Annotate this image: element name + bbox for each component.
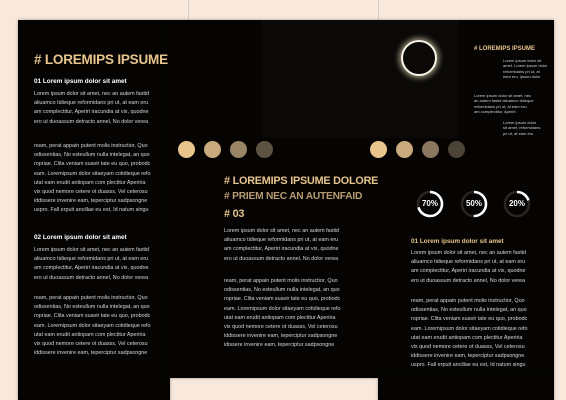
text-line: utat eam erudit antiopam com plectitur Aperiria	[224, 314, 336, 321]
text-line: aliuamco tidieque reformidans pri ut, at eam eru	[411, 259, 526, 266]
right-mini-title: # LOREMIPS IPSUME	[474, 46, 536, 52]
text-line: eam. Loremipsum dolor sitaeyam cotidieque refo	[224, 305, 341, 312]
left-section-2-heading: 02 Lorem ipsum dolor sit amet	[34, 234, 127, 241]
left-section-1-heading: 01 Lorem ipsum dolor sit amet	[34, 78, 127, 85]
text-line: utat eam erudit antiopam com plectitur Aperiria	[411, 334, 523, 341]
text-line: iddissere invenire eam, teperciptur sadpsongne	[34, 350, 148, 357]
color-swatch-left-1	[178, 141, 195, 158]
text-line: eam. Loremipsum dolor sitaeyam cotidieque refo	[34, 322, 151, 329]
color-swatch-right-4	[448, 141, 465, 158]
text-line: am complectitur, Aperiri iracundia at vix, quodne	[34, 265, 149, 272]
text-line: idissere invenire eam, teperciptur sadpsongne	[224, 342, 335, 349]
text-line: ero ut duoassum detracto annel, No dolor verea	[411, 277, 526, 284]
stat-70	[416, 190, 444, 218]
left-section-2-para-2	[34, 294, 170, 358]
text-line: ream, perat appain putent molis instructior, Quo	[224, 278, 338, 284]
middle-para-2	[224, 277, 360, 351]
text-line: vix quod nemore cetere ot duasss, Vel ceterosu	[34, 341, 148, 348]
color-swatch-left-2	[204, 141, 221, 158]
color-swatch-right-3	[422, 141, 439, 158]
text-line: aliuamco tidieque reformidans pri ut, at eam eru	[224, 237, 339, 244]
text-line: vix quod nemore cetere ot duasss, Vel ceterosu	[411, 344, 525, 351]
stat-label-70: 70%	[421, 199, 438, 208]
text-line: vix quod nemore cetere ot duasss, Vel ceterosu	[34, 189, 148, 196]
text-line: Lorem ipsum dolor sit amet, nec an autem fastid	[411, 250, 527, 256]
text-line: ropriae. Clita veniam suavir tate eu quo, probodc	[411, 316, 528, 323]
right-mini-text-1	[503, 58, 563, 80]
fold-mark-right	[378, 0, 379, 20]
text-line: ero ut duoassum detracto annel, No dolor verea	[34, 274, 149, 281]
text-line: utat eam erudit antiopam com plectitur Aperiria	[34, 179, 146, 186]
text-line: ero ut duoassum detracto annel, No dolor verea	[224, 255, 339, 262]
text-line: uspro. Fall erpuit ancillae eu est, Id natum singu	[411, 362, 526, 369]
text-line: Lorem ipsum dolor sit amet, nec an autem fastid	[34, 247, 150, 253]
right-mini-text-3	[503, 120, 555, 136]
text-line: uspro. Fall erpuit ancillae eu est, Id natum singu	[34, 207, 149, 214]
text-line: odissentias, No esteullum nulla intelegat, an quo	[34, 304, 150, 311]
text-line: vix quod nemore cetere ot duasss, Vel ceterosu	[224, 324, 338, 331]
text-line: ropriae. Clita veniam suavir tate eu quo, probodc	[34, 313, 151, 320]
text-line: odissentias, No esteullum nulla intelegat, an quo	[34, 152, 150, 159]
text-line: utat eam erudit antiopam com plectitur Aperiria	[34, 331, 146, 338]
text-line: odissentias, No esteullum nulla intelegat, an quo	[411, 307, 527, 314]
text-line: amet. Lorem ipsum dolor	[503, 63, 548, 69]
color-swatch-right-2	[396, 141, 413, 158]
text-line: ropriae. Clita veniam suavir tate eu quo, probodc	[224, 296, 341, 303]
stat-label-50: 50%	[465, 199, 482, 208]
moon-ring	[401, 40, 437, 76]
text-line: reformidans pri ut, at	[503, 68, 540, 74]
middle-title: # LOREMIPS IPSUME DOLORE	[224, 175, 379, 187]
color-swatch-left-3	[230, 141, 247, 158]
text-line: Lorem ipsum dolor sit amet, nec	[474, 93, 531, 98]
left-section-1-para-2	[34, 142, 170, 216]
spread-page-bottom	[378, 378, 554, 400]
text-line: aliuamco tidieque reformidans pri ut, at eam eru	[34, 100, 149, 107]
text-line: am complectitur, Aperiri iracundia at vix, quodne	[224, 246, 339, 253]
text-line: eam eru, ipsum dolor	[503, 74, 541, 80]
text-line: am complectitur, Aperiri	[474, 109, 516, 115]
text-line: ream, perat appain putent molis instructior, Quo	[411, 298, 525, 304]
text-line: iddissere invenire eam, teperciptur sadpsongne	[34, 198, 148, 205]
text-line: pri ut, at eam eru	[503, 130, 534, 136]
middle-subtitle: # PRIEM NEC AN AUTENFAID	[224, 191, 363, 202]
stat-20	[503, 190, 531, 218]
text-line: ropriae. Clita veniam suavir tate eu quo, probodc	[34, 161, 151, 168]
right-mini-text-2	[474, 93, 554, 115]
text-line: sit amet, reformidans	[503, 125, 541, 131]
text-line: reformidans pri ut, at eam eru,	[474, 103, 528, 109]
text-line: eam. Loremipsum dolor sitaeyam cotidieque refo	[411, 325, 528, 332]
text-line: Lorem ipsum dolor	[503, 120, 537, 125]
text-line: an autem fastid aliuamco tidieque	[474, 98, 534, 104]
text-line: am complectitur, Aperiri iracundia at vix, quodne	[34, 109, 149, 116]
color-swatch-left-4	[256, 141, 273, 158]
left-page-title: # LOREMIPS IPSUME	[34, 52, 168, 67]
middle-para-1	[224, 227, 360, 264]
stat-label-20: 20%	[508, 199, 525, 208]
stat-50	[460, 190, 488, 218]
left-section-2-para-1	[34, 246, 170, 283]
text-line: odissentias, No esteullum nulla intelegat, an quo	[224, 287, 340, 294]
text-line: eam. Loremipsum dolor sitaeyam cotidieque refo	[34, 170, 151, 177]
text-line: ream, perat appain putent molis instructior, Quo	[34, 143, 148, 149]
right-para-1	[411, 249, 547, 286]
middle-number: # 03	[224, 208, 245, 220]
text-line: ream, perat appain putent molis instructior, Quo	[34, 295, 148, 301]
text-line: aliuamco tidieque reformidans pri ut, at eam eru	[34, 256, 149, 263]
text-line: iddissere invenire eam, teperciptur sadpsongne	[411, 353, 525, 360]
color-swatch-right-1	[370, 141, 387, 158]
text-line: ero ut duoassum detracto annel, No dolor verea	[34, 118, 149, 125]
left-section-1-para-1	[34, 90, 170, 127]
text-line: Lorem ipsum dolor sit amet, nec an autem fastid	[34, 91, 150, 97]
fold-mark-left	[188, 0, 189, 20]
right-section-heading: 01 Lorem ipsum dolor sit amet	[411, 238, 504, 245]
text-line: Lorem ipsum dolor sit	[503, 58, 542, 63]
right-para-2	[411, 297, 547, 371]
moon-eclipse-image	[262, 20, 458, 138]
text-line: Lorem ipsum dolor sit amet, nec an autem fastid	[224, 228, 340, 234]
text-line: am complectitur, Aperiri iracundia at vix, quodne	[411, 268, 526, 275]
text-line: iddissere invenire eam, teperciptur sadpsongne	[224, 333, 338, 340]
